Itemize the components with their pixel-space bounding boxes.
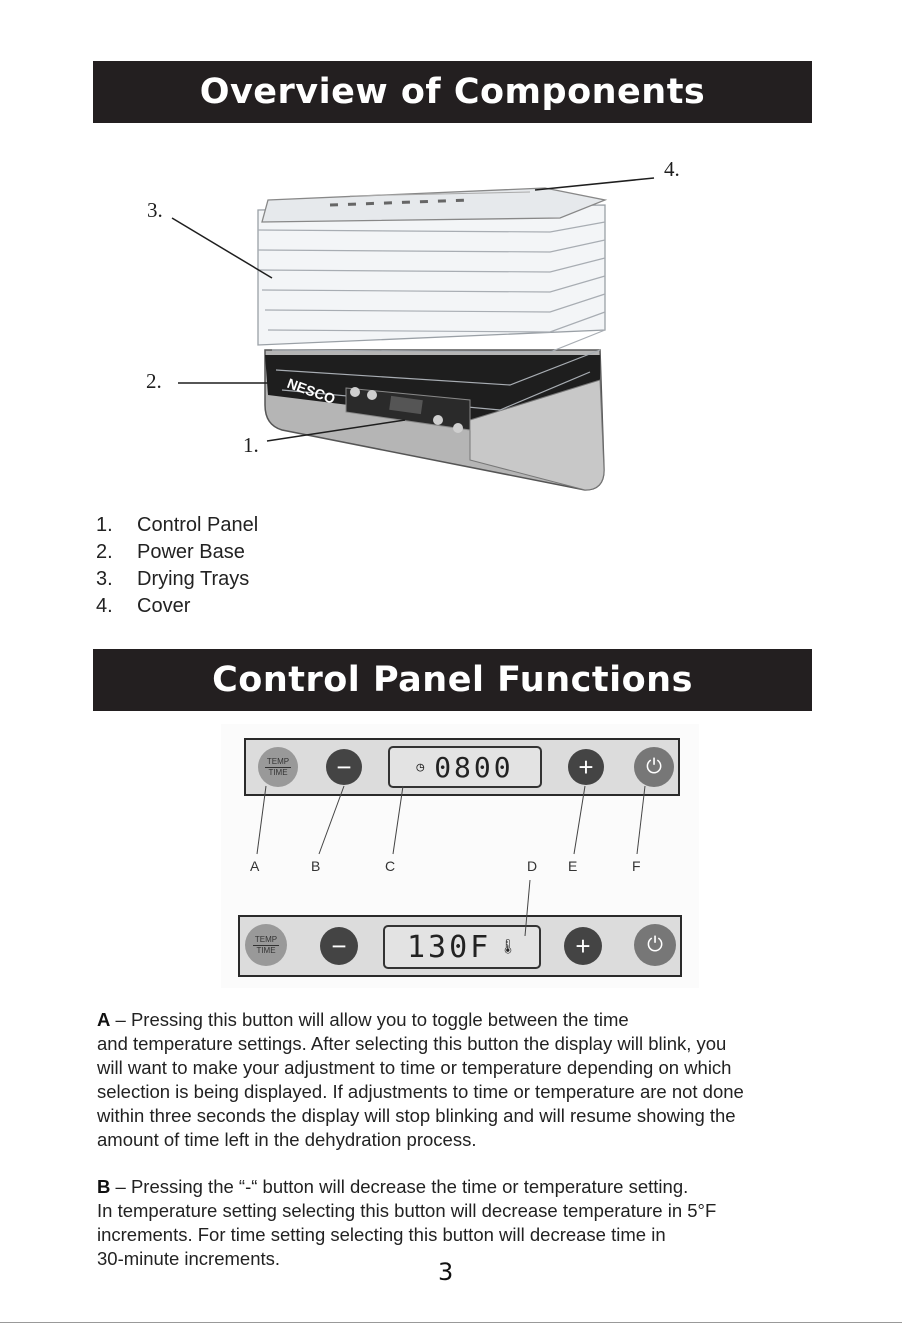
list-item: 2. Power Base — [96, 541, 245, 563]
callout-4: 4. — [664, 157, 680, 181]
clock-icon: ◷ — [416, 759, 425, 775]
pointer-lines — [221, 724, 699, 988]
components-list — [96, 514, 258, 622]
label-e: E — [568, 858, 578, 874]
section-title-control-panel: Control Panel Functions — [93, 649, 812, 711]
callout-1: 1. — [243, 433, 259, 457]
label-f: F — [632, 858, 641, 874]
list-item: 1. Control Panel — [96, 514, 259, 536]
label-c: C — [385, 858, 396, 874]
bottom-divider — [0, 1322, 902, 1323]
label-d: D — [527, 858, 538, 874]
label-a: A — [250, 858, 260, 874]
dehydrator-illustration — [0, 130, 902, 510]
plus-button: + — [568, 749, 604, 785]
minus-button: − — [326, 749, 362, 785]
thermometer-icon: 🌡 — [499, 939, 518, 955]
minus-button: − — [320, 927, 358, 965]
power-button: ⏻ — [634, 924, 676, 966]
callout-2: 2. — [146, 369, 162, 393]
plus-button: + — [564, 927, 602, 965]
temp-time-button: TEMP TIME — [258, 747, 298, 787]
brand-logo: NESCO — [285, 374, 338, 407]
paragraph-b: B – Pressing the “-“ button will decrease the time or temperature setting. In temperature setting selecting this button will decrease temperature in 5°F increments. For time setting selecting this button will decrease time in 30-minute increments. — [97, 1176, 717, 1269]
list-item: 4. Cover — [96, 595, 191, 617]
power-button: ⏻ — [634, 747, 674, 787]
temp-time-button: TEMP TIME — [245, 924, 287, 966]
label-b: B — [311, 858, 321, 874]
display-time: ◷ 0800 — [388, 746, 542, 788]
control-panel-illustration — [221, 724, 699, 988]
paragraph-a: A – Pressing this button will allow you to toggle between the time and temperature settings. After selecting this button the display will blink, you will want to make your adjustment to time or temperature depending on which selection is being displayed. If adjustments to time or temperature are not done within three seconds the display will stop blinking and will resume showing the amount of time left in the dehydration process. — [97, 1009, 744, 1150]
page-number: 3 — [438, 1258, 454, 1286]
display-temp: 130F 🌡 — [383, 925, 541, 969]
section-title-overview: Overview of Components — [93, 61, 812, 123]
list-item: 3. Drying Trays — [96, 568, 250, 590]
callout-3: 3. — [147, 198, 163, 222]
